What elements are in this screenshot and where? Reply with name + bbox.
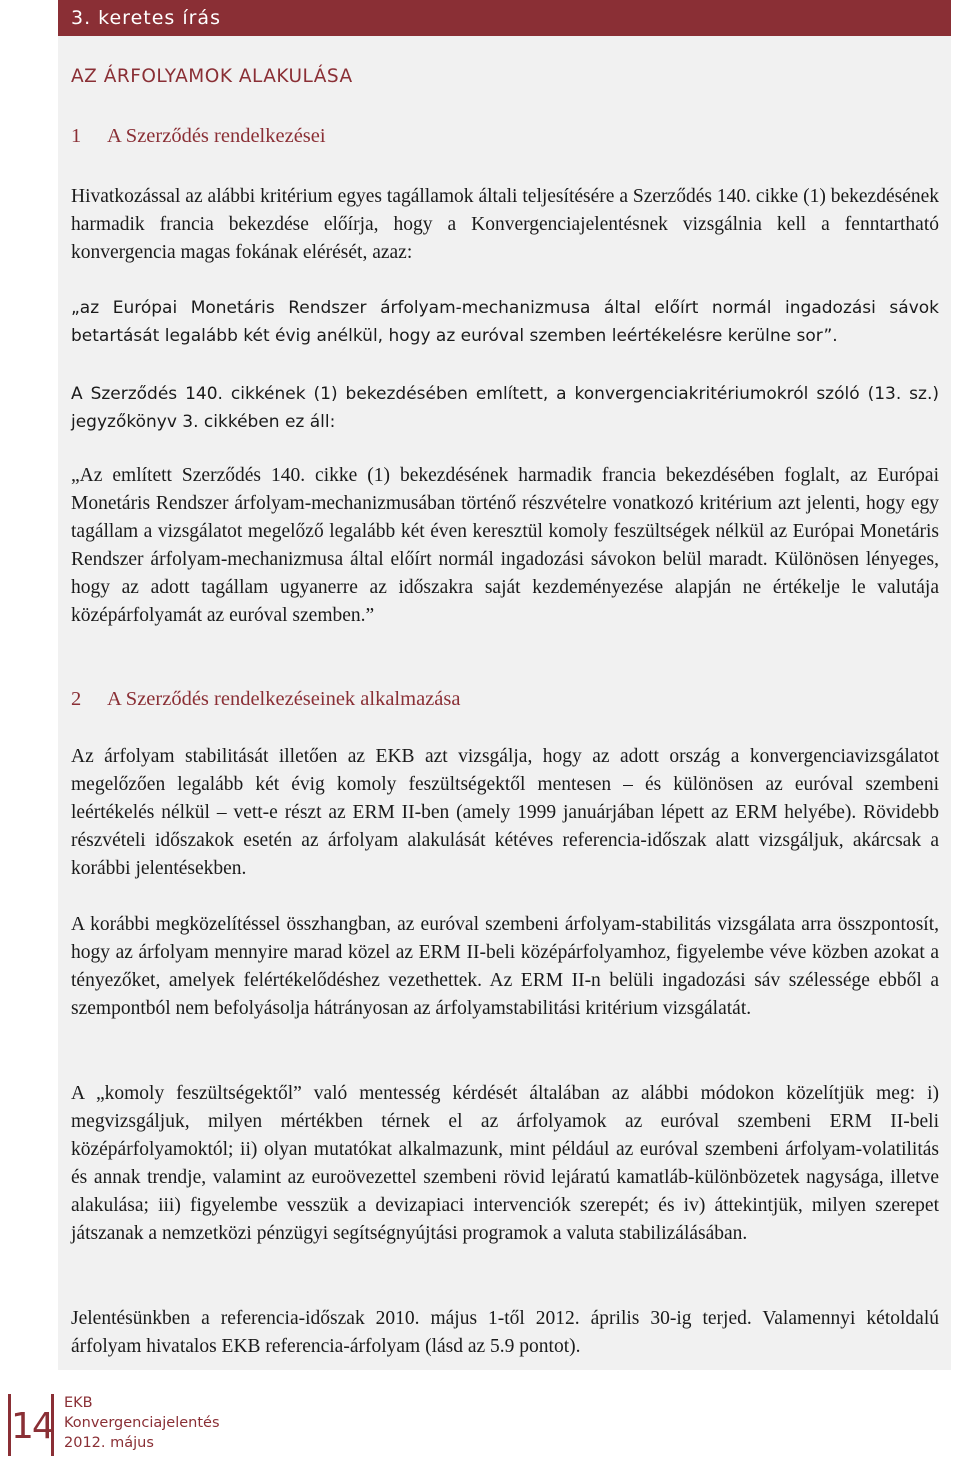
- section-2-number: 2: [71, 688, 82, 710]
- section-1-paragraph-2: A Szerződés 140. cikkének (1) bekezdésében említett, a konvergenciakritériumokról szóló (13. sz.) jegyzőkönyv 3. cikkében ez áll:: [71, 384, 939, 432]
- section-1-title: A Szerződés rendelkezései: [107, 125, 326, 147]
- section-2-paragraph-2: A korábbi megközelítéssel összhangban, az euróval szembeni árfolyam-stabilitás vizsgálata arra összpontosít, hogy az árfolyam mennyire marad közel az ERM II-beli középárfolyamhoz, figyelembe véve közben azokat a tényezőket, amelyek felértékelődéshez vezethettek. Az ERM II-n belüli ingadozási sáv szélessége ebből a szempontból nem befolyásolja hátrányosan az árfolyamstabilitási kritérium vizsgálatát.: [71, 914, 939, 1019]
- section-2-paragraph-3: A „komoly feszültségektől” való mentesség kérdését általában az alábbi módokon közelítjük meg: i) megvizsgáljuk, milyen mértékben térnek el az árfolyamok az euróval szembeni ERM II-beli középárfolyamoktól; ii) olyan mutatókat alkalmazunk, mint például az euróval szembeni árfolyam-volatilitás és annak trendje, valamint az euroövezettel szembeni rövid lejáratú kamatláb-különbözetek nagysága, illetve alakulása; iii) figyelembe vesszük a devizapiaci intervenciók szerepét; és iv) áttekintjük, milyen szerepet játszanak a nemzetközi pénzügyi segítségnyújtási programok a valuta stabilizálásában.: [71, 1083, 939, 1244]
- publication-info: [64, 1393, 220, 1453]
- publisher-name: EKB: [64, 1395, 93, 1411]
- section-1-quote-1: „az Európai Monetáris Rendszer árfolyam-mechanizmusa által előírt normál ingadozási sávok betartását legalább két évig anélkül, hogy az euróval szemben leértékelésre kerülne sor”.: [71, 298, 939, 346]
- box-label: 3. keretes írás: [71, 7, 221, 29]
- section-1-number: 1: [71, 125, 82, 147]
- section-2-paragraph-1: Az árfolyam stabilitását illetően az EKB azt vizsgálja, hogy az adott ország a konvergenciavizsgálatot megelőzően legalább két évig komoly feszültségektől mentesen – és különösen az euróval szembeni leértékelés nélkül – vett-e részt az ERM II-ben (amely 1999 januárjában lépett az ERM helyébe). Rövidebb részvételi időszakok esetén az árfolyam alakulását kétéves referencia-időszak alatt vizsgáljuk, akárcsak a korábbi jelentésekben.: [71, 746, 939, 879]
- publication-title: Konvergenciajelentés: [64, 1415, 220, 1431]
- box-title: AZ ÁRFOLYAMOK ALAKULÁSA: [71, 66, 353, 87]
- section-2-paragraph-4: Jelentésünkben a referencia-időszak 2010. május 1-től 2012. április 30-ig terjed. Valamennyi kétoldalú árfolyam hivatalos EKB referencia-árfolyam (lásd az 5.9 pontot).: [71, 1308, 939, 1357]
- section-1-quote-2: „Az említett Szerződés 140. cikke (1) bekezdésének harmadik francia bekezdésében foglalt, az Európai Monetáris Rendszer árfolyam-mechanizmusában történő részvételre vonatkozó kritérium azt jelenti, hogy egy tagállam a vizsgálatot megelőző legalább két éven keresztül komoly feszültségek nélkül az Európai Monetáris Rendszer árfolyam-mechanizmusa által előírt normál ingadozási sávokon belül maradt. Különösen lényeges, hogy az adott tagállam ugyanerre az időszakra saját kezdeményezése alapján ne értékelje le valutája középárfolyamát az euróval szemben.”: [71, 465, 939, 626]
- box-header: [58, 0, 951, 36]
- section-2-heading: [71, 688, 460, 711]
- section-1-paragraph-1: Hivatkozással az alábbi kritérium egyes tagállamok általi teljesítésére a Szerződés 140. cikke (1) bekezdésének harmadik francia bekezdése előírja, hogy a Konvergenciajelentésnek vizsgálnia kell a fenntartható konvergencia magas fokának elérését, azaz:: [71, 186, 939, 263]
- page-footer: [8, 1390, 228, 1461]
- publication-date: 2012. május: [64, 1435, 154, 1451]
- section-2-title: A Szerződés rendelkezéseinek alkalmazása: [107, 688, 461, 710]
- page-number: 14: [8, 1394, 54, 1456]
- section-1-heading: [71, 125, 326, 148]
